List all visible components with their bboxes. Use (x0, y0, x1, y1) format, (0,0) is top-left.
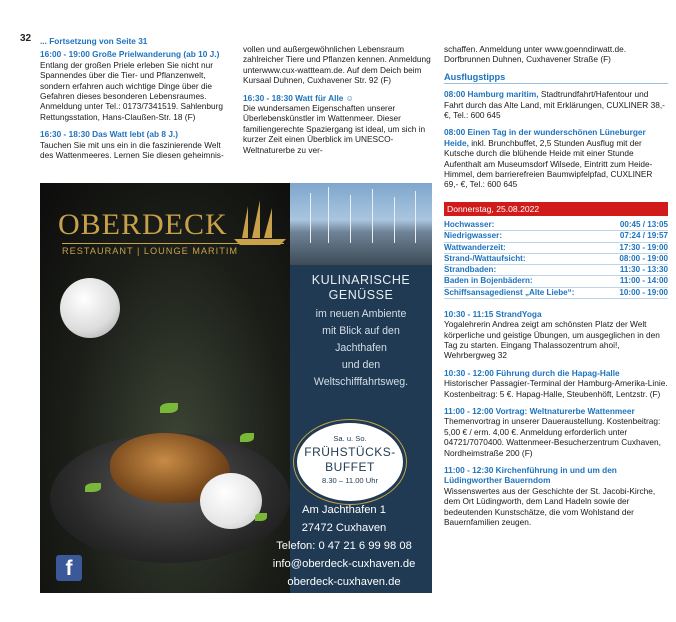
event-title: 16:30 - 18:30 Das Watt lebt (ab 8 J.) (40, 129, 179, 140)
continuation-note: ... Fortsetzung von Seite 31 (40, 36, 148, 46)
column-2 (243, 44, 433, 155)
tide-label: Strandbaden: (444, 265, 497, 275)
event-body: Historischer Passagier-Terminal der Hamburg-Amerika-Linie. Kostenbeitrag: 5 €. Hapag-Halle, Steubenhöft, Lentzstr. (F) (444, 378, 668, 399)
event-title: 11:00 - 12:30 Kirchenführung in und um den Lüdingworther Bauerndom (444, 464, 617, 486)
tide-value: 00:45 / 13:05 (619, 220, 668, 230)
tide-label: Hochwasser: (444, 220, 495, 230)
column-3 (444, 44, 668, 534)
garnish-shape (160, 403, 178, 413)
cream-dollop-shape (60, 278, 120, 338)
table-row (444, 265, 668, 276)
tide-table (444, 220, 668, 298)
event-title: 11:00 - 12:00 Vortrag: Weltnaturerbe Wattenmeer (444, 405, 635, 416)
page-number: 32 (20, 33, 32, 44)
tide-value: 17:30 - 19:00 (619, 242, 668, 252)
tide-value: 10:00 - 19:00 (619, 287, 668, 297)
ad-tagline: im neuen Ambiente mit Blick auf den Jachthafen und den Weltschifffahrtsweg. (313, 308, 409, 388)
trip-body: Stadtrundfahrt/Hafentour und Fahrt durch das Alte Land, mit Erklärungen, CUXLINER 38,- €, Tel.: 600 645 (444, 89, 665, 121)
tide-label: Niedrigwasser: (444, 231, 503, 241)
event-entry (444, 309, 668, 361)
cream-dollop-shape (200, 473, 262, 529)
tide-value: 11:30 - 13:30 (619, 265, 668, 275)
ad-address (258, 501, 430, 591)
table-row (444, 242, 668, 253)
tide-label: Schiffsansagedienst „Alte Liebe“: (444, 287, 575, 297)
event-body: Tauchen Sie mit uns ein in die faszinierende Welt des Wattenmeeres. Lernen Sie diesen geheimnis- (40, 139, 224, 161)
event-title: 10:30 - 12:00 Führung durch die Hapag-Halle (444, 367, 620, 378)
oberdeck-logo: OBERDECK (58, 208, 228, 241)
date-header: Donnerstag, 25.08.2022 (444, 202, 668, 216)
address-website: oberdeck-cuxhaven.de (287, 576, 401, 588)
event-body: Entlang der großen Priele erleben Sie nicht nur Spannendes über die Tier- und Pflanzenwelt, sondern erfahren auch wichtige Dinge über die Gefahren dieses besonderen Lebensraumes. Anmeldung unter Tel.: 0173/7341519. Sahlenburg Rettungsstation, Hans-Claußen-Str. 18 (F) (40, 59, 223, 122)
address-street: Am Jachthafen 1 (302, 504, 386, 516)
harbor-photo (290, 183, 432, 265)
trip-entry (444, 127, 668, 189)
event-entry (40, 129, 235, 160)
event-entry (444, 368, 668, 399)
event-body: schaffen. Anmeldung unter www.goenndirwatt.de. Dorfbrunnen Duhnen, Cuxhavener Straße (F) (444, 44, 627, 65)
address-city: 27472 Cuxhaven (301, 522, 387, 534)
logo-divider (62, 243, 284, 244)
event-body: Wissenswertes aus der Geschichte der St. Jacobi-Kirche, dem Ort Lüdingworth, dem Land Hadeln sowie der bedeutenden Kunstschätze, die vom Wohlstand der Bauernfamilien zeugen. (444, 485, 656, 528)
table-row (444, 220, 668, 231)
trip-title: 08:00 Einen Tag in der wunderschönen Lüneburger Heide, (444, 127, 646, 148)
section-title: Ausflugstipps (444, 72, 668, 84)
event-body: Themenvortrag in unserer Daueraustellung. Kostenbeitrag: 5,00 € / erm. 4,00 €. Anmeldung erforderlich unter 04721/7070400. Wattenmeer-Besucherzentrum Cuxhaven, Nordheimstraße 200 (F) (444, 416, 661, 458)
badge-title-2: BUFFET (325, 460, 375, 474)
table-row (444, 231, 668, 242)
table-row (444, 276, 668, 287)
event-title: 10:30 - 11:15 StrandYoga (444, 308, 542, 319)
address-email: info@oberdeck-cuxhaven.de (272, 558, 416, 570)
badge-days: Sa. u. So. (333, 434, 367, 443)
trip-entry (444, 89, 668, 120)
event-entry (444, 406, 668, 458)
address-phone: Telefon: 0 47 21 6 99 98 08 (276, 540, 412, 552)
tide-label: Strand-/Wattaufsicht: (444, 253, 526, 263)
garnish-shape (85, 483, 101, 492)
event-entry (444, 465, 668, 527)
badge-time: 8.30 – 11.00 Uhr (321, 476, 378, 485)
tide-label: Wattwanderzeit: (444, 242, 506, 252)
logo-subtitle: RESTAURANT | LOUNGE MARITIM (62, 246, 239, 256)
event-entry (243, 93, 433, 155)
trip-body: inkl. Brunchbuffet, 2,5 Stunden Ausflug mit der Kutsche durch die blühende Heide mit einer Stunde Aufenthalt am Museumsdorf Wilsede, Eintritt zum Heide-Himmel, dem barrierefreien Baumwipfelpfad, CUXLINER 69,- €, Tel.: 600 645 (444, 137, 653, 190)
event-body: Yogalehrerin Andrea zeigt am schönsten Platz der Welt körperliche und geistige Übungen, um ausgeglichen in den Tag zu starten. Eingang Thalassozentrum ahoi!, Wehrbergweg 32 (444, 319, 660, 361)
badge-title-1: FRÜHSTÜCKS- (304, 445, 396, 459)
facebook-icon: f (56, 555, 82, 581)
column-1 (40, 36, 235, 167)
tide-label: Baden in Bojenbädern: (444, 276, 533, 286)
tide-value: 07:24 / 19:57 (619, 231, 668, 241)
table-row (444, 253, 668, 264)
restaurant-advertisement (40, 183, 432, 593)
tide-value: 08:00 - 19:00 (619, 253, 668, 263)
garnish-shape (240, 433, 254, 442)
event-body: vollen und außergewöhnlichen Lebensraum zahlreicher Tiere und Pflanzen kennen. Anmeldung unterwww.cux-wattteam.de. Auf dem Deich beim Kursaal Duhnen, Cuxhavener Str. 92 (F) (243, 44, 431, 86)
event-title: 16:00 - 19:00 Große Prielwanderung (ab 10 J.) (40, 49, 220, 60)
trip-title: 08:00 Hamburg maritim, (444, 89, 539, 100)
tide-value: 11:00 - 14:00 (619, 276, 668, 286)
table-row (444, 287, 668, 298)
event-body: Die wundersamen Eigenschaften unserer Überlebenskünstler im Wattenmeer. Dieser familiengerechte Spaziergang ist ideal, um sich in kurzer Zeit einen Überblick im UNESCO-Weltnaturerbe zu ver- (243, 103, 426, 155)
sailing-ship-icon (232, 198, 288, 246)
event-title: 16:30 - 18:30 Watt für Alle ☺ (243, 92, 355, 103)
ad-headline: KULINARISCHE GENÜSSE (311, 273, 411, 302)
event-entry (40, 49, 235, 122)
